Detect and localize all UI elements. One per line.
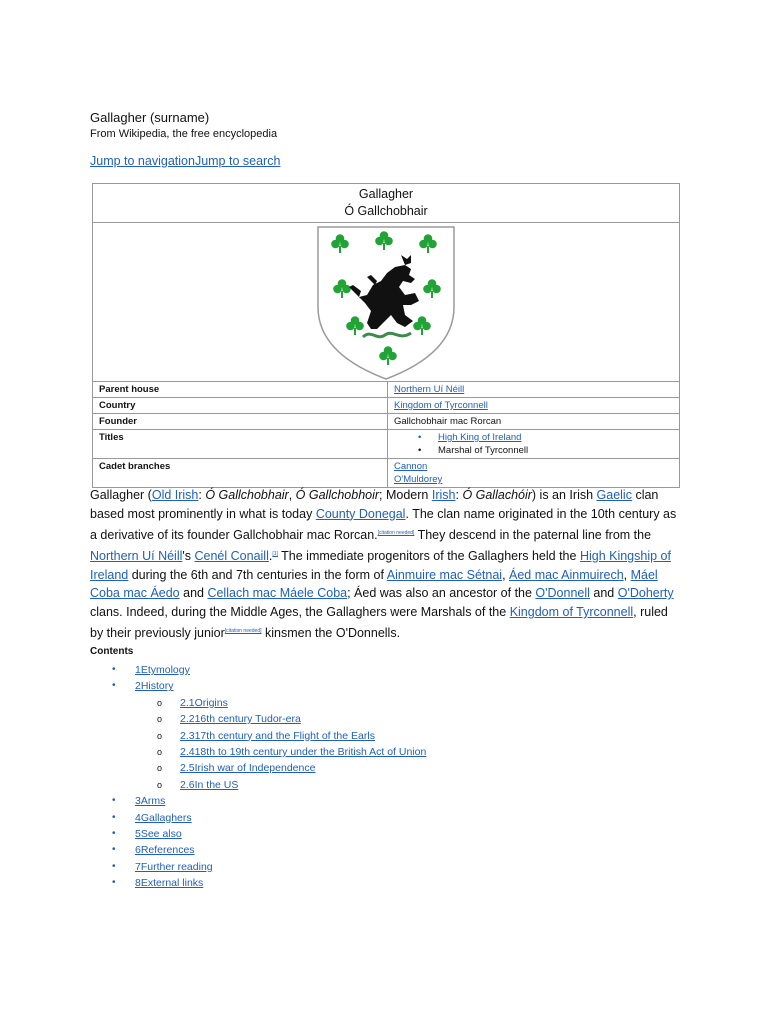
toc-link[interactable]: 7Further reading bbox=[135, 860, 213, 873]
northern-ui-neill-link[interactable]: Northern Uí Néill bbox=[90, 548, 183, 563]
coat-of-arms-image bbox=[93, 223, 679, 382]
bullet-icon: • bbox=[112, 680, 116, 692]
toc-link[interactable]: 2.6In the US bbox=[180, 778, 239, 791]
jump-to-search-link[interactable]: Jump to search bbox=[194, 154, 281, 168]
high-king-link[interactable]: High King of Ireland bbox=[438, 432, 522, 443]
irish-link[interactable]: Irish bbox=[431, 488, 456, 502]
circle-bullet-icon: o bbox=[157, 730, 163, 741]
jump-links bbox=[90, 154, 280, 168]
table-of-contents bbox=[90, 662, 426, 891]
aed-link[interactable]: Áed mac Ainmuirech bbox=[509, 567, 624, 582]
bullet-icon: • bbox=[112, 877, 116, 889]
page-subtitle: From Wikipedia, the free encyclopedia bbox=[90, 128, 278, 140]
toc-item bbox=[90, 810, 426, 826]
row-key: Titles bbox=[93, 430, 388, 459]
row-key: Cadet branches bbox=[93, 459, 388, 488]
toc-link[interactable]: 2History bbox=[135, 680, 174, 693]
bullet-icon: • bbox=[112, 827, 116, 839]
toc-item bbox=[90, 777, 426, 793]
circle-bullet-icon: o bbox=[157, 746, 163, 757]
circle-bullet-icon: o bbox=[157, 714, 163, 725]
toc-link[interactable]: 8External links bbox=[135, 877, 204, 890]
toc-item bbox=[90, 711, 426, 727]
ainmuire-link[interactable]: Ainmuire mac Sétnai bbox=[386, 567, 503, 582]
toc-item bbox=[90, 875, 426, 891]
jump-to-navigation-link[interactable]: Jump to navigation bbox=[90, 154, 195, 168]
toc-link[interactable]: 3Arms bbox=[135, 795, 166, 808]
infobox-irish-name: Ó Gallchobhair bbox=[344, 204, 428, 218]
coat-of-arms-icon bbox=[315, 225, 457, 381]
infobox-row bbox=[93, 398, 679, 414]
infobox-row bbox=[93, 430, 679, 459]
circle-bullet-icon: o bbox=[157, 763, 163, 774]
bullet-icon: • bbox=[112, 811, 116, 823]
toc-link[interactable]: 2.216th century Tudor-era bbox=[180, 713, 301, 726]
page-title: Gallagher (surname) bbox=[90, 110, 210, 125]
old-irish-link[interactable]: Old Irish bbox=[151, 488, 199, 502]
toc-item bbox=[90, 859, 426, 875]
toc-item bbox=[90, 842, 426, 858]
list-item bbox=[438, 431, 673, 444]
row-key: Founder bbox=[93, 414, 388, 430]
toc-link[interactable]: 2.418th to 19th century under the British Act of Union bbox=[180, 745, 427, 758]
titles-list bbox=[394, 431, 673, 457]
infobox-header bbox=[93, 184, 679, 223]
circle-bullet-icon: o bbox=[157, 697, 163, 708]
list-item: • Marshal of Tyrconnell bbox=[438, 444, 673, 457]
high-kingship-link[interactable]: High Kingship of Ireland bbox=[90, 548, 671, 582]
bullet-icon: • bbox=[112, 795, 116, 807]
country-link[interactable]: Kingdom of Tyrconnell bbox=[394, 400, 488, 411]
toc-link[interactable]: 2.1Origins bbox=[180, 696, 228, 709]
toc-link[interactable]: 2.5Irish war of Independence bbox=[180, 762, 316, 775]
infobox bbox=[92, 183, 680, 488]
contents-heading: Contents bbox=[90, 646, 134, 657]
toc-link[interactable]: 6References bbox=[135, 844, 195, 857]
row-key: Country bbox=[93, 398, 388, 414]
infobox-name: Gallagher bbox=[358, 187, 414, 201]
cannon-link[interactable]: Cannon bbox=[394, 461, 428, 472]
reference-link[interactable]: [1] bbox=[272, 550, 278, 557]
circle-bullet-icon: o bbox=[157, 779, 163, 790]
cenel-conaill-link[interactable]: Cenél Conaill bbox=[194, 548, 269, 563]
mael-coba-link[interactable]: Máel Coba mac Áedo bbox=[90, 567, 658, 601]
toc-item bbox=[90, 728, 426, 744]
parent-house-link[interactable]: Northern Uí Néill bbox=[394, 384, 465, 395]
toc-link[interactable]: 5See also bbox=[135, 827, 182, 840]
omuldorey-link[interactable]: O'Muldorey bbox=[394, 474, 443, 485]
toc-item bbox=[90, 793, 426, 809]
toc-link[interactable]: 2.317th century and the Flight of the Earls bbox=[180, 729, 375, 742]
kingdom-of-tyrconnell-link[interactable]: Kingdom of Tyrconnell bbox=[509, 605, 634, 620]
odonnell-link[interactable]: O'Donnell bbox=[535, 586, 590, 601]
bullet-icon: • bbox=[112, 860, 116, 872]
odoherty-link[interactable]: O'Doherty bbox=[617, 586, 674, 601]
toc-link[interactable]: 4Gallaghers bbox=[135, 811, 192, 824]
toc-item bbox=[90, 826, 426, 842]
toc-item bbox=[90, 760, 426, 776]
toc-link[interactable]: 1Etymology bbox=[135, 664, 190, 676]
citation-needed-link[interactable]: [citation needed] bbox=[377, 529, 415, 536]
county-donegal-link[interactable]: County Donegal bbox=[315, 506, 406, 521]
row-key: Parent house bbox=[93, 382, 388, 398]
infobox-row bbox=[93, 414, 679, 430]
gaelic-link[interactable]: Gaelic bbox=[596, 488, 632, 502]
infobox-row bbox=[93, 382, 679, 398]
citation-needed-link[interactable]: [citation needed] bbox=[224, 627, 262, 634]
toc-item bbox=[90, 695, 426, 711]
bullet-icon: • bbox=[112, 664, 116, 675]
toc-item bbox=[90, 744, 426, 760]
infobox-table bbox=[93, 382, 679, 487]
article-intro: Gallagher (Old Irish: Ó Gallchobhair, Ó Gallchobhoir; Modern Irish: Ó Gallachóir) is an Irish Gaelic clan based most prominently in what is today County Donegal. The clan name originated in the 10th century as a derivative of its founder Gallchobhair mac Rorcan.[citation needed] They descend in the paternal line from the Northern Uí Néill's Cenél Conaill.[1] The immediate progenitors of the Gallaghers held the High Kingship of Ireland during the 6th and 7th centuries in the form of Ainmuire mac Sétnai, Áed mac Ainmuirech, Máel Coba mac Áedo and Cellach mac Máele Coba; Áed was also an ancestor of the O'Donnell and O'Doherty clans. Indeed, during the Middle Ages, the Gallaghers were Marshals of the Kingdom of Tyrconnell, ruled by their previously junior[citation needed] kinsmen the O'Donnells. bbox=[90, 488, 677, 641]
toc-item bbox=[90, 678, 426, 694]
toc-item bbox=[90, 662, 426, 678]
infobox-row bbox=[93, 459, 679, 488]
cellach-link[interactable]: Cellach mac Máele Coba bbox=[207, 586, 348, 601]
founder-value: Gallchobhair mac Rorcan bbox=[388, 414, 680, 430]
bullet-icon: • bbox=[112, 844, 116, 856]
